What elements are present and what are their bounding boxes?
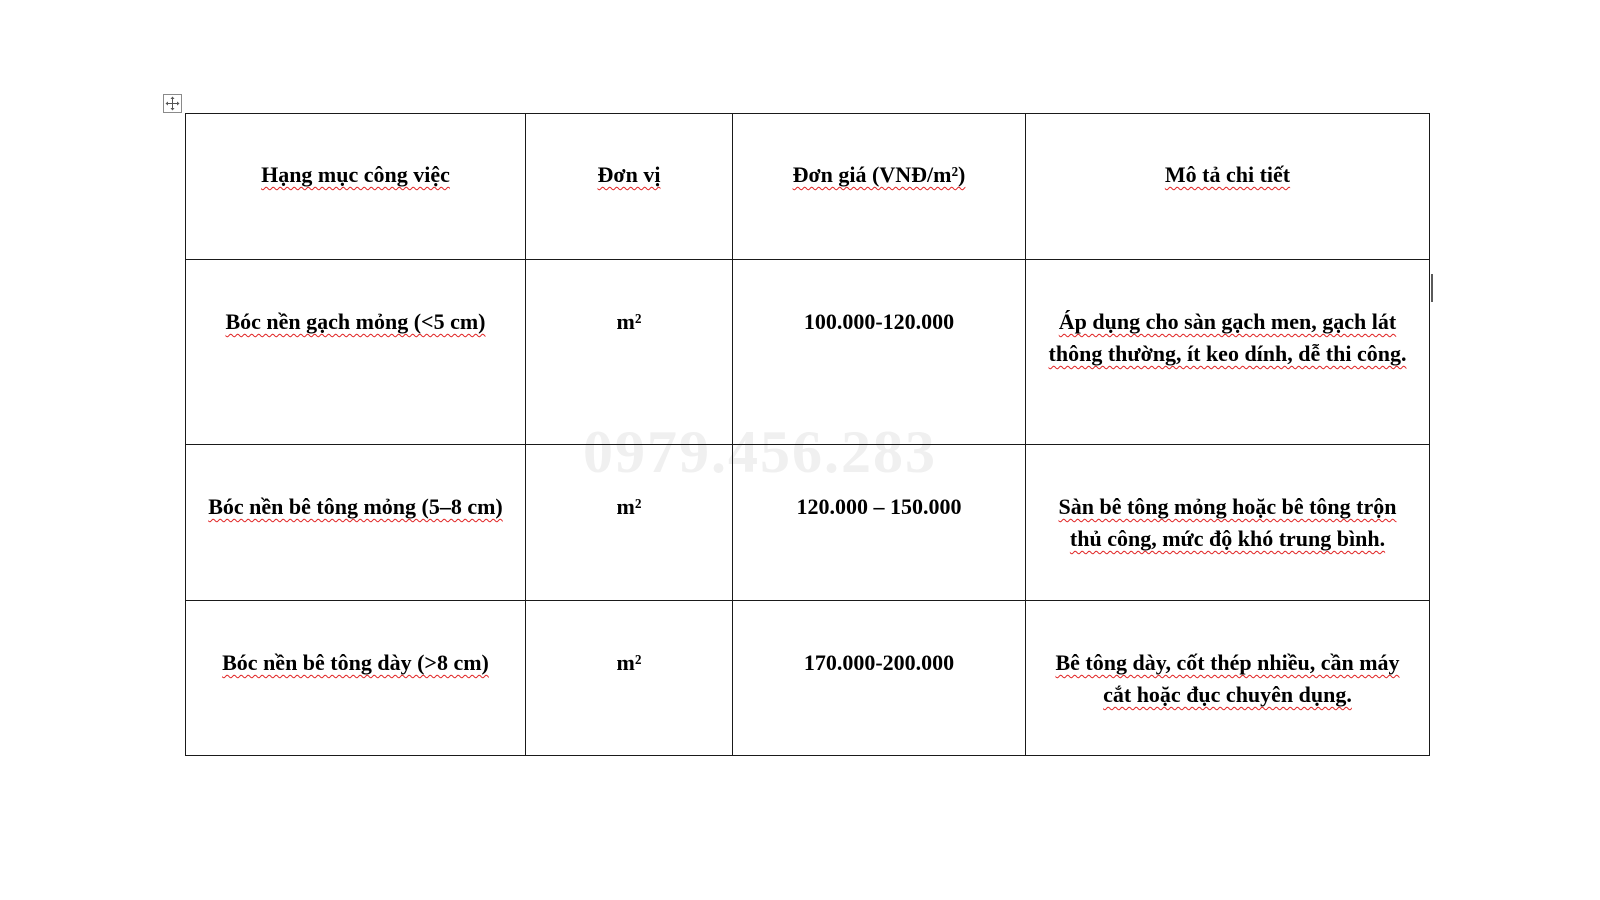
header-cell-price[interactable] <box>733 114 1026 260</box>
cell-text: m² <box>616 650 642 675</box>
header-cell-item[interactable] <box>186 114 526 260</box>
cell-text: 170.000-200.000 <box>803 650 955 675</box>
cell-text: Bóc nền gạch mỏng (<5 cm) <box>225 309 486 334</box>
cell-text: m² <box>616 309 642 334</box>
table-row <box>186 445 1430 601</box>
cell-text: 100.000-120.000 <box>803 309 955 334</box>
header-cell-unit[interactable] <box>526 114 733 260</box>
price-table <box>185 113 1430 756</box>
cell-item[interactable] <box>186 445 526 601</box>
cell-text: 120.000 – 150.000 <box>796 494 962 519</box>
cell-item[interactable] <box>186 601 526 756</box>
cell-text: Bóc nền bê tông mỏng (5–8 cm) <box>208 494 503 519</box>
cell-text: m² <box>616 494 642 519</box>
header-cell-description[interactable] <box>1026 114 1430 260</box>
table-row <box>186 601 1430 756</box>
table-header-row <box>186 114 1430 260</box>
header-label: Đơn giá (VNĐ/m²) <box>792 162 966 187</box>
cell-description[interactable] <box>1026 601 1430 756</box>
cell-unit[interactable] <box>526 601 733 756</box>
table-row <box>186 260 1430 445</box>
cell-text: Sàn bê tông mỏng hoặc bê tông trộn thủ công, mức độ khó trung bình. <box>1058 494 1397 551</box>
cell-description[interactable] <box>1026 260 1430 445</box>
cell-text: Áp dụng cho sàn gạch men, gạch lát thông thường, ít keo dính, dễ thi công. <box>1048 309 1407 366</box>
cell-item[interactable] <box>186 260 526 445</box>
cell-text: Bê tông dày, cốt thép nhiều, cần máy cắt hoặc đục chuyên dụng. <box>1055 650 1400 707</box>
cell-price[interactable] <box>733 445 1026 601</box>
cell-text: Bóc nền bê tông dày (>8 cm) <box>222 650 489 675</box>
cell-price[interactable] <box>733 601 1026 756</box>
phone-watermark: 0979.456.283 <box>583 419 937 485</box>
cell-unit[interactable] <box>526 260 733 445</box>
header-label: Đơn vị <box>597 162 661 187</box>
header-label: Mô tả chi tiết <box>1164 162 1291 187</box>
text-cursor <box>1431 274 1433 302</box>
cell-unit[interactable] <box>526 445 733 601</box>
table-move-handle-icon[interactable] <box>163 94 182 113</box>
cell-description[interactable] <box>1026 445 1430 601</box>
cell-price[interactable] <box>733 260 1026 445</box>
header-label: Hạng mục công việc <box>261 162 450 187</box>
